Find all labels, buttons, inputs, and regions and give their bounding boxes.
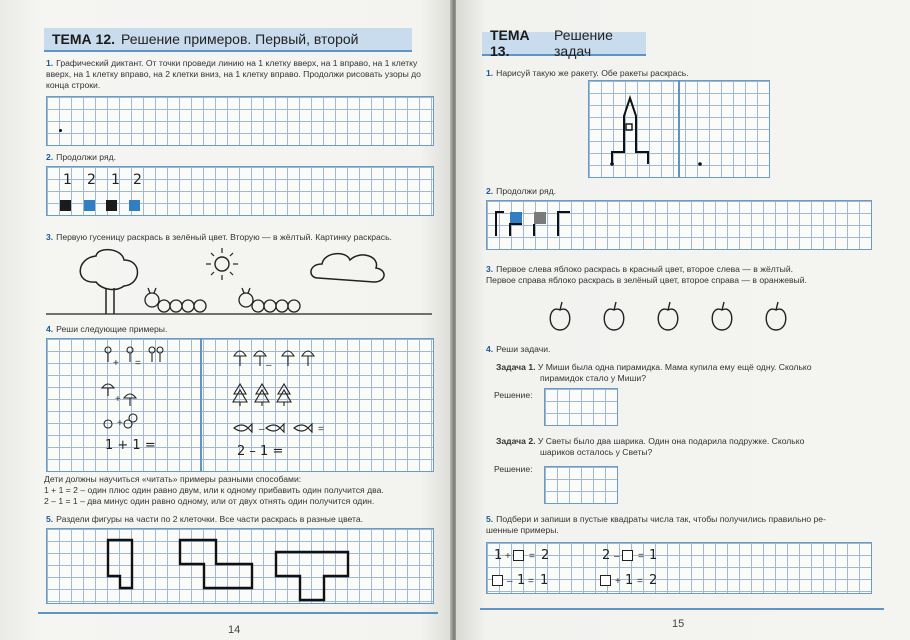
left-task3-number: 3. [46,232,54,242]
eq3-result: 1 [540,573,549,588]
solution-1-grid[interactable] [544,388,618,426]
tree-crown [80,250,137,290]
row-square-blue-1 [84,200,95,211]
figures-to-divide [46,528,432,602]
teacher-note-line-2: 1 + 1 = 2 – один плюс один равно двум, или к одному прибавить один получится два. [44,485,384,495]
row-pattern [486,200,870,248]
right-footer-line [480,608,884,610]
eq3-answer-box[interactable] [492,575,503,586]
problem-2-line-1: У Светы было два шарика. Один она подарила подружке. Сколько [537,436,805,446]
problem-1-line-1: У Миши была одна пирамидка. Мама купила ему ещё одну. Сколько [537,362,812,372]
left-task2-number: 2. [46,152,54,162]
solution-1-label: Решение: [494,390,533,400]
left-task5-number: 5. [46,514,54,524]
figure-3 [276,552,348,600]
plus-sign-2: + [115,394,121,405]
teacher-note-line-1: Дети должны научиться «читать» примеры разными способами: [44,474,302,484]
eq1-answer-box[interactable] [513,550,524,561]
problem-2-line-2: шариков осталось у Светы? [540,447,653,457]
cloud-icon [311,254,384,282]
start-dot [59,129,62,132]
left-task1-body: Графический диктант. От точки проведи линию на 1 клетку вверх, на 1 вправо, на 1 клетку вверх, на 1 клетку вправо, на 2 клетки вниз, на 1 клетку вправо. Продолжи рисовать узоры до конца строки. [46,58,421,90]
right-task4-body: Реши задачи. [496,344,551,354]
rocket-icon [612,98,648,164]
right-task2-body: Продолжи ряд. [496,186,557,196]
eq3-operator: – [507,576,513,587]
eq4-equals: = [637,576,643,587]
right-topic-header [482,27,646,59]
left-task2-text [46,152,116,163]
left-task3-text [46,232,438,243]
left-page [0,0,452,640]
problem-1-label: Задача 1. [496,362,536,372]
row-digit-1: 1 [63,172,72,188]
right-task5-line-2: шенные примеры. [486,525,559,535]
eq2-answer-box[interactable] [622,550,633,561]
rocket-drawing [588,80,768,176]
fish-row-icons [234,424,312,432]
teacher-note-line-3: 2 – 1 = 1 – два минус один равно одному, или от двух отнять один получится один. [44,496,375,506]
rocket-start-dot [698,162,702,166]
eq3-second: 1 [517,573,526,588]
teacher-note [44,474,444,507]
eq4-second: 1 [625,573,634,588]
eq4-result: 2 [649,573,658,588]
sun-icon [215,257,229,271]
left-topic-title: Решение примеров. Первый, второй [121,31,359,47]
sun-rays [206,248,238,280]
pattern-gray-square [534,212,546,224]
row-digit-2: 2 [87,172,96,188]
figure-2 [180,540,252,588]
apple-icon [604,302,624,330]
right-task3-line-2: Первое справа яблоко раскрась в зелёный цвет, второе справа — в оранжевый. [486,275,807,285]
solution-2-label: Решение: [494,464,533,474]
right-page [456,0,910,640]
right-task5-number: 5. [486,514,494,524]
left-topic-number: ТЕМА 12. [52,31,116,47]
row-digit-3: 1 [111,172,120,188]
left-task5-body: Раздели фигуры на части по 2 клеточки. Все части раскрась в разные цвета. [56,514,364,524]
right-task1-number: 1. [486,68,494,78]
plus-sign-3: + [117,418,123,429]
eq4-operator: + [615,576,621,587]
left-task1-text [46,58,438,91]
plus-sign-1: + [113,358,119,369]
eq3-equals: = [528,576,534,587]
row-square-blue-2 [129,200,140,211]
formula-one-plus-one: 1 + 1 = [105,438,156,453]
right-task5-line-1: Подбери и запиши в пустые квадраты числа так, чтобы получились правильно ре- [496,514,826,524]
eq1-first: 1 [494,548,503,563]
right-task2-number: 2. [486,186,494,196]
left-task5-text [46,514,438,525]
examples-right-column [232,344,342,454]
left-task1-number: 1. [46,58,54,68]
right-topic-title: Решение задач [554,27,613,59]
right-task4-number: 4. [486,344,494,354]
solution-2-grid[interactable] [544,466,618,504]
left-footer-line [38,612,438,614]
right-task1-body: Нарисуй такую же ракету. Обе ракеты раскрась. [496,68,689,78]
left-task3-body: Первую гусеницу раскрась в зелёный цвет. Вторую — в жёлтый. Картинку раскрась. [56,232,392,242]
problem-1 [496,362,876,384]
right-task2-text [486,186,556,197]
eq4-answer-box[interactable] [600,575,611,586]
apples-row [546,296,806,336]
right-task4-text [486,344,550,355]
row-square-black-2 [106,200,117,211]
figure-1 [108,540,132,588]
caterpillar-1 [145,288,206,312]
left-task2-body: Продолжи ряд. [56,152,117,162]
right-task5-text [486,514,886,536]
left-task4-body: Реши следующие примеры. [56,324,168,334]
minus-sign-2: – [259,424,265,435]
right-task3-text [486,264,886,286]
eq2-operator: – [614,551,620,562]
right-task3-number: 3. [486,264,494,274]
left-task2-grid[interactable] [46,166,434,216]
right-page-number: 15 [672,618,685,630]
equals-sign-2: = [318,424,324,435]
caterpillar-picture [46,244,436,318]
left-task4-number: 4. [46,324,54,334]
right-task3-line-1: Первое слева яблоко раскрась в красный цвет, второе слева — в жёлтый. [496,264,794,274]
problem-2-label: Задача 2. [496,436,536,446]
apple-icon [550,302,570,330]
left-topic-header [44,28,412,52]
problem-1-line-2: пирамидок стало у Миши? [540,373,646,383]
row-square-black-1 [60,200,71,211]
problem-2 [496,436,876,458]
caterpillar-2 [239,288,300,312]
minus-sign-1: – [266,360,272,371]
left-page-number: 14 [228,624,241,636]
eq1-operator: + [505,551,511,562]
eq2-first: 2 [602,548,611,563]
left-task1-grid[interactable] [46,96,434,146]
eq2-result: 1 [649,548,658,563]
eq1-equals: = [529,551,535,562]
apple-icon [712,302,732,330]
apple-icon [658,302,678,330]
mushroom-row-icons [234,351,314,366]
right-task1-text [486,68,689,79]
row-digit-4: 2 [133,172,142,188]
right-topic-number: ТЕМА 13. [490,27,530,59]
formula-two-minus-one: 2 – 1 = [237,444,284,459]
left-task4-text [46,324,167,335]
tree-row-icons [233,384,291,406]
pattern-blue-square [510,212,522,224]
left-task4-divider [200,338,202,471]
apple-icon [766,302,786,330]
eq1-result: 2 [541,548,550,563]
eq2-equals: = [638,551,644,562]
equals-sign-1: = [135,358,141,369]
